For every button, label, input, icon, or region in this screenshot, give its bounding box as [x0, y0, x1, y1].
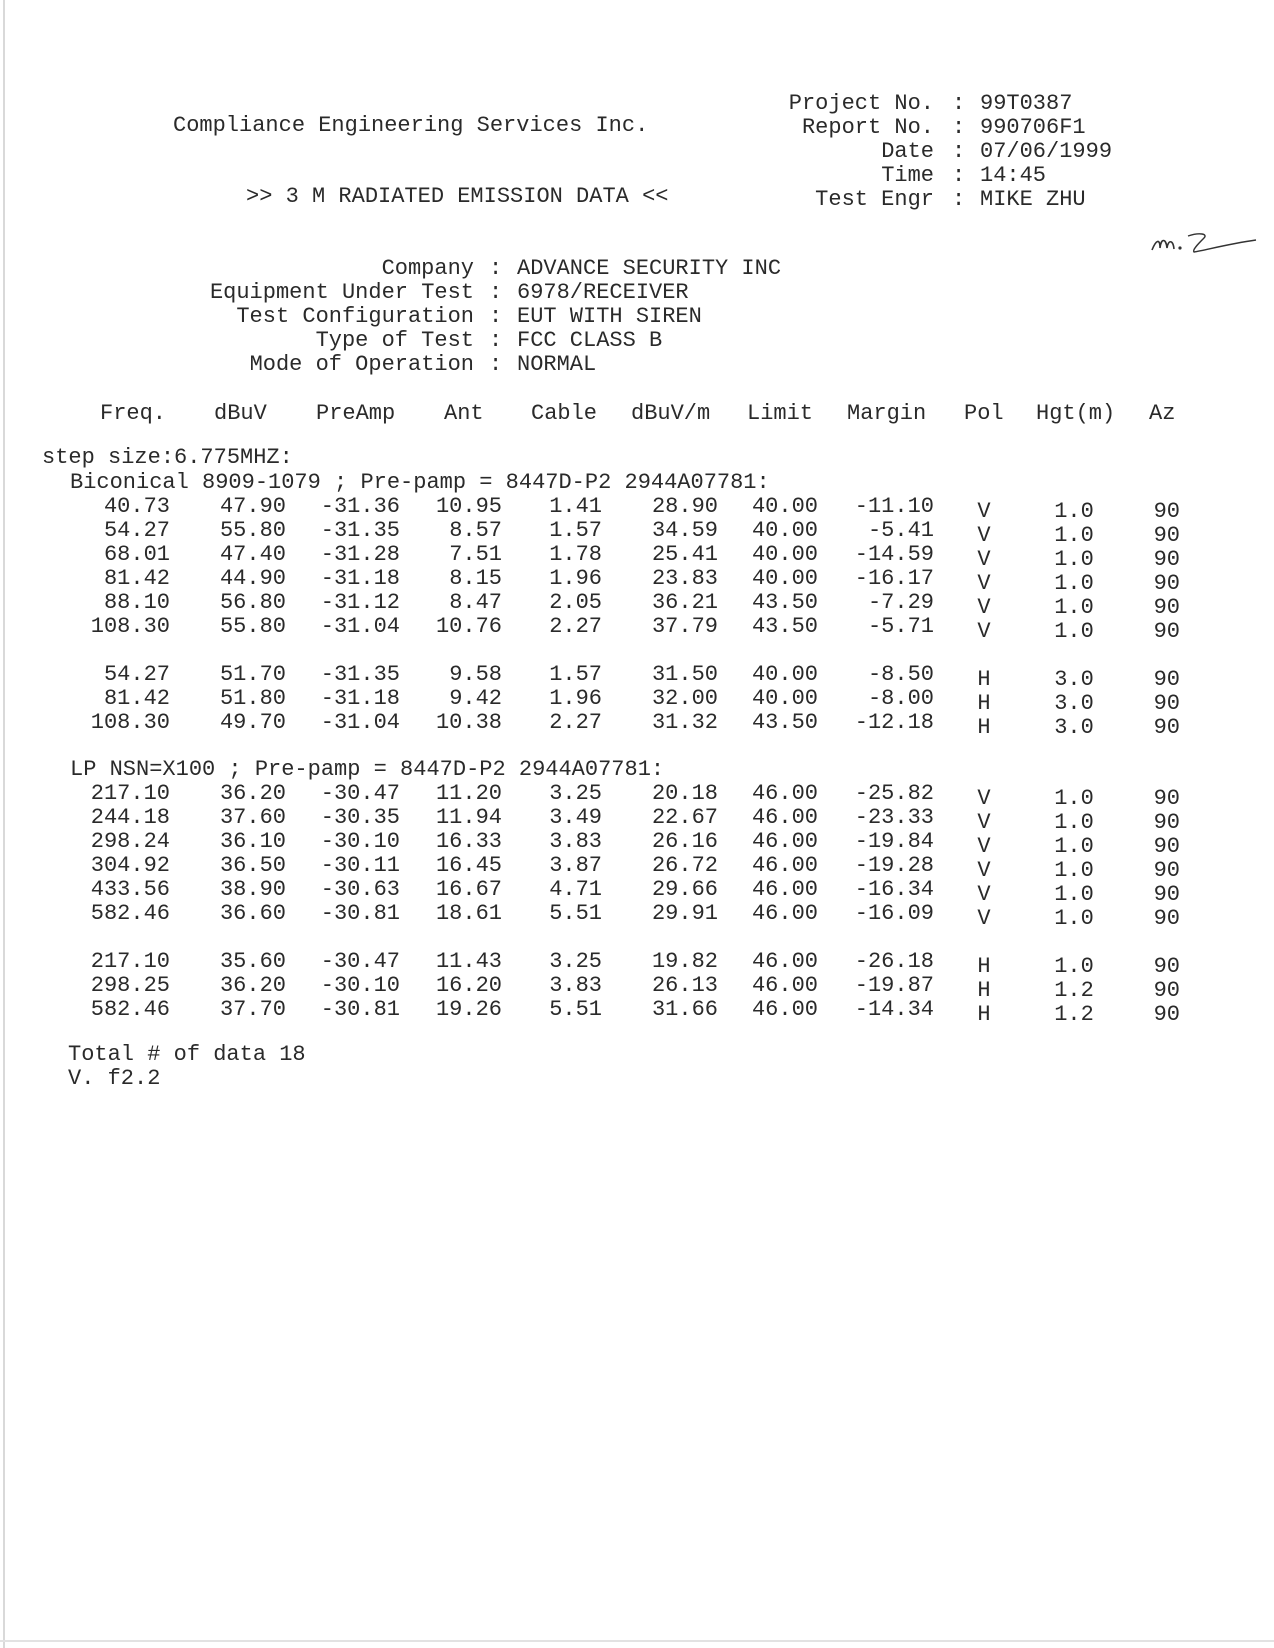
eut-value: 6978/RECEIVER [517, 280, 689, 305]
cell-margin: -11.10 [854, 494, 934, 519]
cell-hgt: 1.0 [1054, 619, 1094, 644]
cell-margin: -7.29 [867, 590, 934, 615]
cell-dbuvm: 31.50 [651, 662, 718, 687]
cell-pol: H [977, 978, 991, 1003]
cell-limit: 46.00 [751, 829, 818, 854]
info-colon: : [489, 304, 503, 329]
cell-pol: V [977, 595, 991, 620]
scan-left-edge [3, 0, 5, 1648]
cell-dbuvm: 26.16 [651, 829, 718, 854]
cell-pol: V [977, 619, 991, 644]
cell-margin: -5.71 [867, 614, 934, 639]
cell-margin: -8.00 [867, 686, 934, 711]
cell-freq: 298.24 [90, 829, 170, 854]
cell-hgt: 1.0 [1054, 499, 1094, 524]
cell-preamp: -31.35 [320, 518, 400, 543]
cell-freq: 108.30 [90, 614, 170, 639]
cell-hgt: 1.0 [1054, 523, 1094, 548]
cell-cable: 1.96 [549, 686, 602, 711]
cell-ant: 11.94 [435, 805, 502, 830]
cell-ant: 16.20 [435, 973, 502, 998]
date-value: 07/06/1999 [980, 139, 1113, 164]
date-label: Date [881, 139, 934, 164]
cell-dbuvm: 20.18 [651, 781, 718, 806]
cell-limit: 46.00 [751, 949, 818, 974]
cell-freq: 582.46 [90, 997, 170, 1022]
cell-cable: 5.51 [549, 901, 602, 926]
col-header-cable: Cable [531, 401, 598, 426]
col-header-dbuvm: dBuV/m [631, 401, 711, 426]
cell-pol: V [977, 906, 991, 931]
test-config-value: EUT WITH SIREN [517, 304, 702, 329]
cell-margin: -16.09 [854, 901, 934, 926]
cell-preamp: -30.81 [320, 997, 400, 1022]
cell-preamp: -31.35 [320, 662, 400, 687]
cell-freq: 582.46 [90, 901, 170, 926]
cell-margin: -19.84 [854, 829, 934, 854]
cell-pol: V [977, 834, 991, 859]
cell-hgt: 3.0 [1054, 715, 1094, 740]
project-no-value: 99T0387 [980, 91, 1073, 116]
cell-freq: 68.01 [103, 542, 170, 567]
cell-preamp: -30.35 [320, 805, 400, 830]
info-colon: : [489, 280, 503, 305]
cell-az: 90 [1153, 882, 1180, 907]
cell-limit: 46.00 [751, 781, 818, 806]
cell-dbuv: 36.60 [219, 901, 286, 926]
cell-margin: -25.82 [854, 781, 934, 806]
cell-preamp: -30.10 [320, 829, 400, 854]
cell-limit: 46.00 [751, 997, 818, 1022]
test-type-value: FCC CLASS B [517, 328, 663, 353]
company-name: Compliance Engineering Services Inc. [173, 113, 649, 138]
cell-ant: 18.61 [435, 901, 502, 926]
cell-dbuvm: 25.41 [651, 542, 718, 567]
cell-dbuv: 36.20 [219, 973, 286, 998]
cell-dbuvm: 31.32 [651, 710, 718, 735]
col-header-dbuv: dBuV [214, 401, 267, 426]
cell-freq: 108.30 [90, 710, 170, 735]
section-title: Biconical 8909-1079 ; Pre-pamp = 8447D-P2 2944A07781: [70, 470, 770, 495]
cell-ant: 10.38 [435, 710, 502, 735]
cell-az: 90 [1153, 595, 1180, 620]
cell-dbuvm: 37.79 [651, 614, 718, 639]
col-header-hgt: Hgt(m) [1036, 401, 1116, 426]
cell-freq: 81.42 [103, 686, 170, 711]
cell-az: 90 [1153, 978, 1180, 1003]
cell-cable: 3.25 [549, 949, 602, 974]
col-header-pol: Pol [964, 401, 1004, 426]
cell-cable: 3.83 [549, 829, 602, 854]
cell-ant: 16.33 [435, 829, 502, 854]
col-header-limit: Limit [747, 401, 814, 426]
cell-cable: 5.51 [549, 997, 602, 1022]
cell-dbuvm: 32.00 [651, 686, 718, 711]
cell-margin: -16.34 [854, 877, 934, 902]
cell-hgt: 1.0 [1054, 786, 1094, 811]
cell-freq: 54.27 [103, 518, 170, 543]
cell-hgt: 1.0 [1054, 882, 1094, 907]
cell-margin: -8.50 [867, 662, 934, 687]
report-title: >> 3 M RADIATED EMISSION DATA << [246, 184, 669, 209]
cell-margin: -12.18 [854, 710, 934, 735]
cell-az: 90 [1153, 715, 1180, 740]
cell-limit: 40.00 [751, 566, 818, 591]
cell-dbuvm: 22.67 [651, 805, 718, 830]
cell-freq: 244.18 [90, 805, 170, 830]
cell-cable: 3.25 [549, 781, 602, 806]
cell-cable: 3.49 [549, 805, 602, 830]
cell-hgt: 1.0 [1054, 595, 1094, 620]
info-colon: : [952, 139, 966, 164]
report-no-label: Report No. [801, 115, 934, 140]
cell-pol: V [977, 547, 991, 572]
cell-dbuvm: 29.91 [651, 901, 718, 926]
cell-hgt: 3.0 [1054, 667, 1094, 692]
cell-ant: 8.47 [449, 590, 502, 615]
version-label: V. f2.2 [68, 1066, 161, 1091]
cell-preamp: -31.18 [320, 686, 400, 711]
cell-dbuv: 55.80 [219, 614, 286, 639]
operation-mode-value: NORMAL [517, 352, 597, 377]
info-colon: : [489, 256, 503, 281]
cell-limit: 43.50 [751, 590, 818, 615]
cell-margin: -23.33 [854, 805, 934, 830]
cell-cable: 1.96 [549, 566, 602, 591]
cell-freq: 40.73 [103, 494, 170, 519]
cell-margin: -16.17 [854, 566, 934, 591]
cell-pol: H [977, 1002, 991, 1027]
info-colon: : [489, 328, 503, 353]
cell-limit: 40.00 [751, 494, 818, 519]
cell-dbuvm: 23.83 [651, 566, 718, 591]
cell-dbuv: 51.80 [219, 686, 286, 711]
cell-az: 90 [1153, 499, 1180, 524]
cell-dbuv: 38.90 [219, 877, 286, 902]
time-value: 14:45 [980, 163, 1047, 188]
info-colon: : [952, 91, 966, 116]
cell-ant: 8.15 [449, 566, 502, 591]
cell-pol: H [977, 954, 991, 979]
info-colon: : [952, 187, 966, 212]
cell-freq: 217.10 [90, 949, 170, 974]
cell-dbuv: 37.60 [219, 805, 286, 830]
cell-az: 90 [1153, 786, 1180, 811]
cell-preamp: -31.04 [320, 710, 400, 735]
cell-dbuv: 36.10 [219, 829, 286, 854]
info-colon: : [489, 352, 503, 377]
cell-dbuvm: 34.59 [651, 518, 718, 543]
cell-limit: 46.00 [751, 805, 818, 830]
cell-hgt: 3.0 [1054, 691, 1094, 716]
cell-cable: 2.27 [549, 614, 602, 639]
cell-cable: 2.05 [549, 590, 602, 615]
cell-dbuv: 55.80 [219, 518, 286, 543]
cell-freq: 433.56 [90, 877, 170, 902]
cell-ant: 8.57 [449, 518, 502, 543]
cell-preamp: -30.10 [320, 973, 400, 998]
cell-az: 90 [1153, 834, 1180, 859]
cell-limit: 40.00 [751, 686, 818, 711]
cell-ant: 7.51 [449, 542, 502, 567]
cell-dbuvm: 26.72 [651, 853, 718, 878]
cell-pol: V [977, 882, 991, 907]
info-colon: : [952, 163, 966, 188]
operation-mode-label: Mode of Operation [249, 352, 474, 377]
cell-limit: 46.00 [751, 853, 818, 878]
total-count: Total # of data 18 [68, 1042, 306, 1067]
cell-cable: 1.41 [549, 494, 602, 519]
report-no-value: 990706F1 [980, 115, 1086, 140]
cell-margin: -26.18 [854, 949, 934, 974]
step-size-label: step size:6.775MHZ: [42, 445, 293, 470]
cell-az: 90 [1153, 571, 1180, 596]
cell-ant: 10.95 [435, 494, 502, 519]
cell-ant: 16.45 [435, 853, 502, 878]
cell-preamp: -30.63 [320, 877, 400, 902]
cell-dbuvm: 19.82 [651, 949, 718, 974]
signature-mark [1148, 226, 1258, 260]
cell-limit: 40.00 [751, 542, 818, 567]
cell-cable: 3.83 [549, 973, 602, 998]
cell-limit: 40.00 [751, 662, 818, 687]
cell-preamp: -31.12 [320, 590, 400, 615]
cell-hgt: 1.2 [1054, 978, 1094, 1003]
cell-margin: -14.34 [854, 997, 934, 1022]
cell-dbuv: 49.70 [219, 710, 286, 735]
company-label: Company [381, 256, 474, 281]
cell-az: 90 [1153, 547, 1180, 572]
cell-pol: H [977, 691, 991, 716]
cell-cable: 4.71 [549, 877, 602, 902]
eut-label: Equipment Under Test [209, 280, 474, 305]
cell-limit: 43.50 [751, 614, 818, 639]
cell-pol: V [977, 523, 991, 548]
cell-margin: -19.87 [854, 973, 934, 998]
col-header-preamp: PreAmp [316, 401, 396, 426]
cell-limit: 43.50 [751, 710, 818, 735]
cell-ant: 19.26 [435, 997, 502, 1022]
cell-pol: V [977, 786, 991, 811]
cell-limit: 46.00 [751, 973, 818, 998]
cell-dbuvm: 31.66 [651, 997, 718, 1022]
cell-hgt: 1.0 [1054, 547, 1094, 572]
cell-cable: 1.57 [549, 662, 602, 687]
cell-az: 90 [1153, 523, 1180, 548]
cell-dbuv: 56.80 [219, 590, 286, 615]
cell-preamp: -30.47 [320, 949, 400, 974]
cell-dbuv: 35.60 [219, 949, 286, 974]
cell-hgt: 1.0 [1054, 571, 1094, 596]
col-header-margin: Margin [847, 401, 927, 426]
cell-preamp: -30.11 [320, 853, 400, 878]
cell-ant: 9.42 [449, 686, 502, 711]
cell-preamp: -31.36 [320, 494, 400, 519]
test-config-label: Test Configuration [236, 304, 474, 329]
cell-freq: 54.27 [103, 662, 170, 687]
cell-az: 90 [1153, 954, 1180, 979]
cell-pol: V [977, 499, 991, 524]
cell-cable: 1.78 [549, 542, 602, 567]
cell-dbuv: 47.90 [219, 494, 286, 519]
cell-az: 90 [1153, 906, 1180, 931]
cell-cable: 1.57 [549, 518, 602, 543]
project-no-label: Project No. [788, 91, 934, 116]
cell-pol: V [977, 571, 991, 596]
cell-pol: V [977, 858, 991, 883]
cell-ant: 11.43 [435, 949, 502, 974]
time-label: Time [881, 163, 934, 188]
cell-dbuv: 36.50 [219, 853, 286, 878]
cell-ant: 16.67 [435, 877, 502, 902]
cell-preamp: -30.81 [320, 901, 400, 926]
cell-preamp: -31.18 [320, 566, 400, 591]
cell-margin: -14.59 [854, 542, 934, 567]
cell-freq: 304.92 [90, 853, 170, 878]
col-header-az: Az [1149, 401, 1176, 426]
cell-freq: 217.10 [90, 781, 170, 806]
cell-preamp: -31.28 [320, 542, 400, 567]
cell-limit: 46.00 [751, 901, 818, 926]
cell-ant: 11.20 [435, 781, 502, 806]
cell-dbuv: 51.70 [219, 662, 286, 687]
cell-hgt: 1.0 [1054, 858, 1094, 883]
cell-dbuvm: 29.66 [651, 877, 718, 902]
cell-dbuvm: 36.21 [651, 590, 718, 615]
cell-cable: 2.27 [549, 710, 602, 735]
scan-bottom-edge [0, 1640, 1274, 1642]
cell-margin: -19.28 [854, 853, 934, 878]
cell-pol: V [977, 810, 991, 835]
cell-freq: 81.42 [103, 566, 170, 591]
cell-dbuv: 44.90 [219, 566, 286, 591]
cell-pol: H [977, 715, 991, 740]
cell-az: 90 [1153, 1002, 1180, 1027]
cell-hgt: 1.0 [1054, 954, 1094, 979]
col-header-ant: Ant [444, 401, 484, 426]
info-colon: : [952, 115, 966, 140]
test-type-label: Type of Test [315, 328, 474, 353]
cell-dbuv: 36.20 [219, 781, 286, 806]
cell-dbuv: 47.40 [219, 542, 286, 567]
cell-dbuvm: 28.90 [651, 494, 718, 519]
col-header-freq: Freq. [100, 401, 167, 426]
test-engr-label: Test Engr [815, 187, 934, 212]
cell-hgt: 1.0 [1054, 906, 1094, 931]
cell-hgt: 1.0 [1054, 810, 1094, 835]
cell-az: 90 [1153, 810, 1180, 835]
cell-az: 90 [1153, 619, 1180, 644]
cell-dbuvm: 26.13 [651, 973, 718, 998]
company-value: ADVANCE SECURITY INC [517, 256, 782, 281]
cell-limit: 40.00 [751, 518, 818, 543]
cell-cable: 3.87 [549, 853, 602, 878]
cell-az: 90 [1153, 667, 1180, 692]
cell-freq: 298.25 [90, 973, 170, 998]
cell-preamp: -30.47 [320, 781, 400, 806]
cell-preamp: -31.04 [320, 614, 400, 639]
cell-freq: 88.10 [103, 590, 170, 615]
cell-az: 90 [1153, 691, 1180, 716]
cell-pol: H [977, 667, 991, 692]
cell-az: 90 [1153, 858, 1180, 883]
cell-ant: 9.58 [449, 662, 502, 687]
cell-margin: -5.41 [867, 518, 934, 543]
cell-ant: 10.76 [435, 614, 502, 639]
cell-dbuv: 37.70 [219, 997, 286, 1022]
cell-hgt: 1.2 [1054, 1002, 1094, 1027]
test-engr-value: MIKE ZHU [980, 187, 1086, 212]
section-title: LP NSN=X100 ; Pre-pamp = 8447D-P2 2944A07781: [70, 757, 665, 782]
cell-limit: 46.00 [751, 877, 818, 902]
cell-hgt: 1.0 [1054, 834, 1094, 859]
